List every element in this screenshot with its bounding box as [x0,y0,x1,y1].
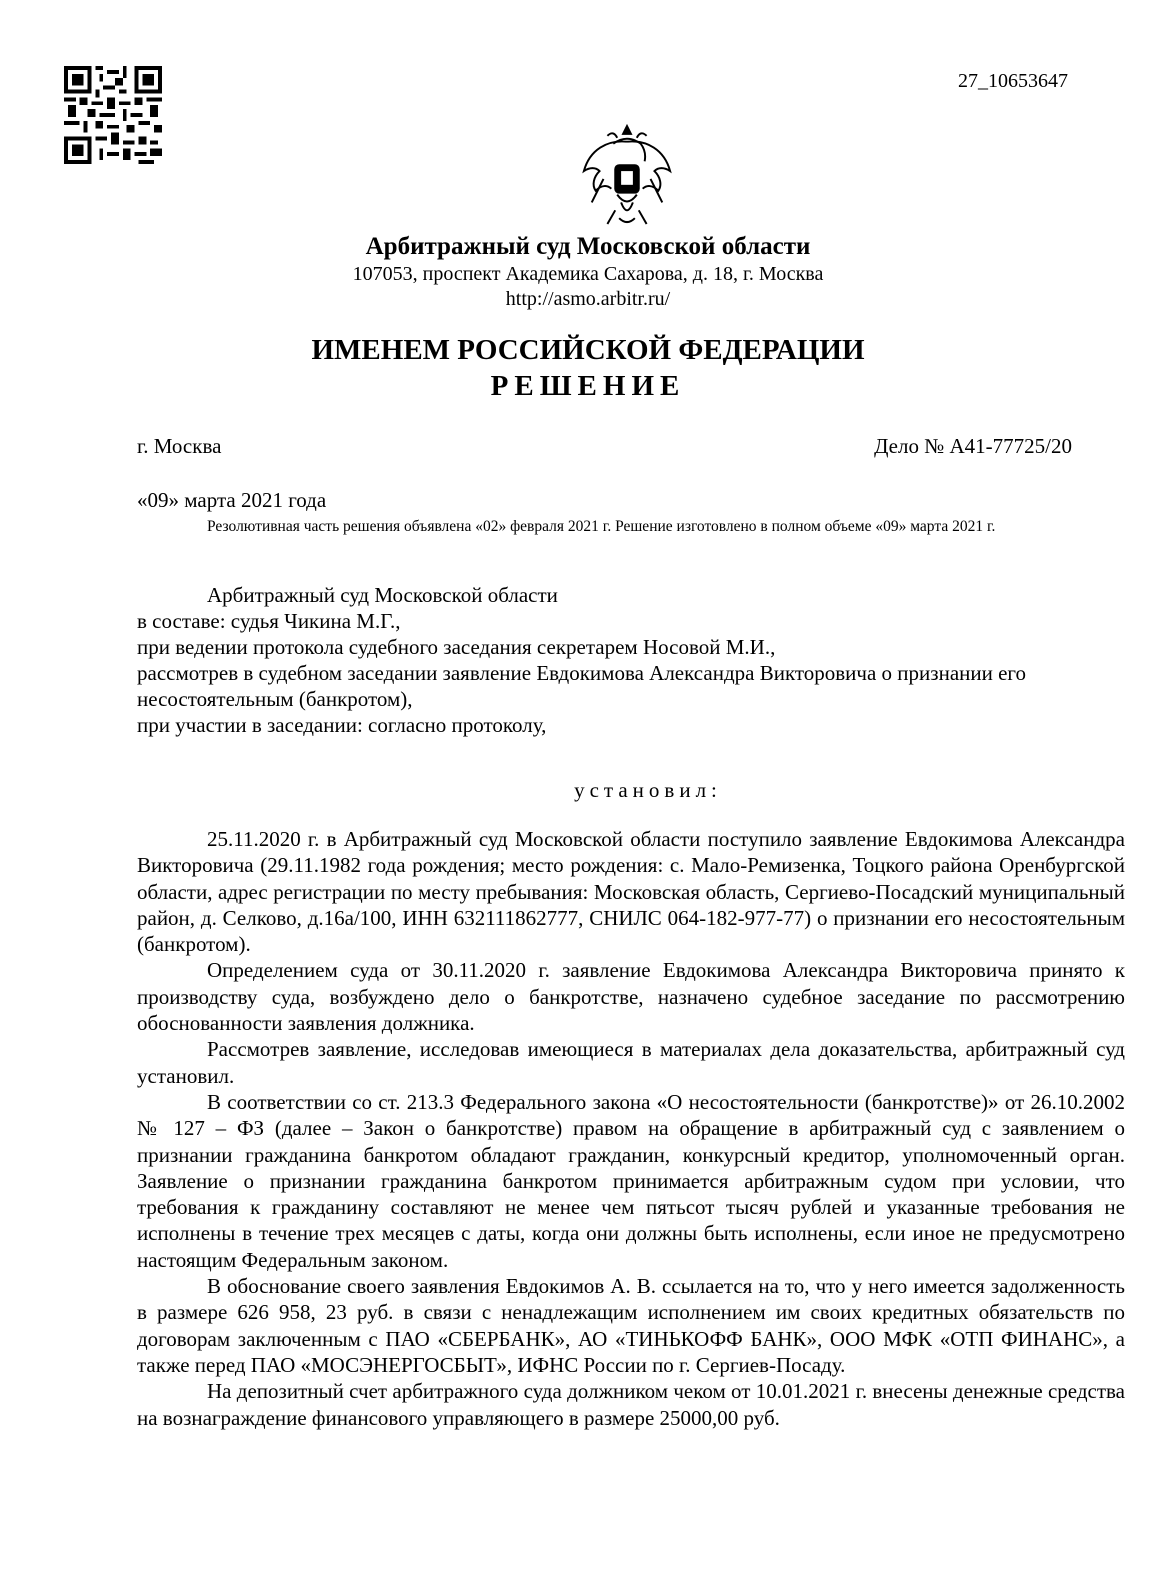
established-heading: установил: [574,778,722,802]
federation-title: ИМЕНЕМ РОССИЙСКОЙ ФЕДЕРАЦИИ [311,334,865,366]
city: г. Москва [137,434,222,458]
intro-court: Арбитражный суд Московской области [207,583,558,607]
paragraph: 25.11.2020 г. в Арбитражный суд Московской области поступило заявление Евдокимова Александра Викторовича (29.11.1982 года рождения; место рождения: с. Мало-Ремизенка, Тоцкого района Оренбургской области, адрес регистрации по месту пребывания: Московская область, Сергиево-Посадский муниципальный район, д. Селково, д.16а/100, ИНН 632111862777, СНИЛС 064-182-977-77) о признании его несостоятельным (банкротом). [137,827,1125,957]
document-number: 27_10653647 [958,70,1068,92]
court-name: Арбитражный суд Московской области [365,233,811,260]
intro-participants: при участии в заседании: согласно протоколу, [137,713,547,737]
resolution-note: Резолютивная часть решения объявлена «02» февраля 2021 г. Решение изготовлено в полном объеме «09» марта 2021 г. [207,518,996,535]
court-header [0,232,1176,312]
decision-title: РЕШЕНИЕ [490,370,686,402]
decision-body [137,826,1125,1431]
intro-secretary: при ведении протокола судебного заседания секретарем Носовой М.И., [137,635,776,659]
qr-code [64,66,162,164]
paragraph: Определением суда от 30.11.2020 г. заявление Евдокимова Александра Викторовича принято к производству суда, возбуждено дело о банкротстве, назначено судебное заседание по рассмотрению обоснованности заявления должника. [137,958,1125,1036]
court-address: 107053, проспект Академика Сахарова, д. 18, г. Москва [352,263,824,285]
intro-block [137,582,1125,738]
paragraph: На депозитный счет арбитражного суда должником чеком от 10.01.2021 г. внесены денежные средства на вознаграждение финансового управляющего в размере 25000,00 руб. [137,1379,1125,1430]
coat-of-arms-icon [578,120,676,232]
case-number: Дело № А41-77725/20 [874,434,1072,458]
paragraph: В соответствии со ст. 213.3 Федерального закона «О несостоятельности (банкротстве)» от 26.10.2002 № 127 – ФЗ (далее – Закон о банкротстве) правом на обращение в арбитражный суд с заявлением о признании гражданина банкротом обладают гражданин, конкурсный кредитор, уполномоченный орган. Заявление о признании гражданина банкротом принимается арбитражным судом при условии, что требования к гражданину составляют не менее чем пятьсот тысяч рублей и указанные требования не исполнены в течение трех месяцев с даты, когда они должны быть исполнены, если иное не предусмотрено настоящим Федеральным законом. [137,1089,1125,1272]
intro-considering: рассмотрев в судебном заседании заявление Евдокимова Александра Викторовича о признании его несостоятельным (банкротом), [137,661,1027,711]
paragraph: В обоснование своего заявления Евдокимов А. В. ссылается на то, что у него имеется задолженность в размере 626 958, 23 руб. в связи с ненадлежащим исполнением им своих кредитных обязательств по договорам заключенным с ПАО «СБЕРБАНК», АО «ТИНЬКОФФ БАНК», ООО МФК «ОТП ФИНАНС», а также перед ПАО «МОСЭНЕРГОСБЫТ», ИФНС России по г. Сергиев-Посаду. [137,1274,1125,1377]
court-url: http://asmo.arbitr.ru/ [505,288,671,310]
intro-composition: в составе: судья Чикина М.Г., [137,609,401,633]
decision-date: «09» марта 2021 года [137,488,327,512]
paragraph: Рассмотрев заявление, исследовав имеющиеся в материалах дела доказательства, арбитражный суд установил. [137,1037,1125,1088]
